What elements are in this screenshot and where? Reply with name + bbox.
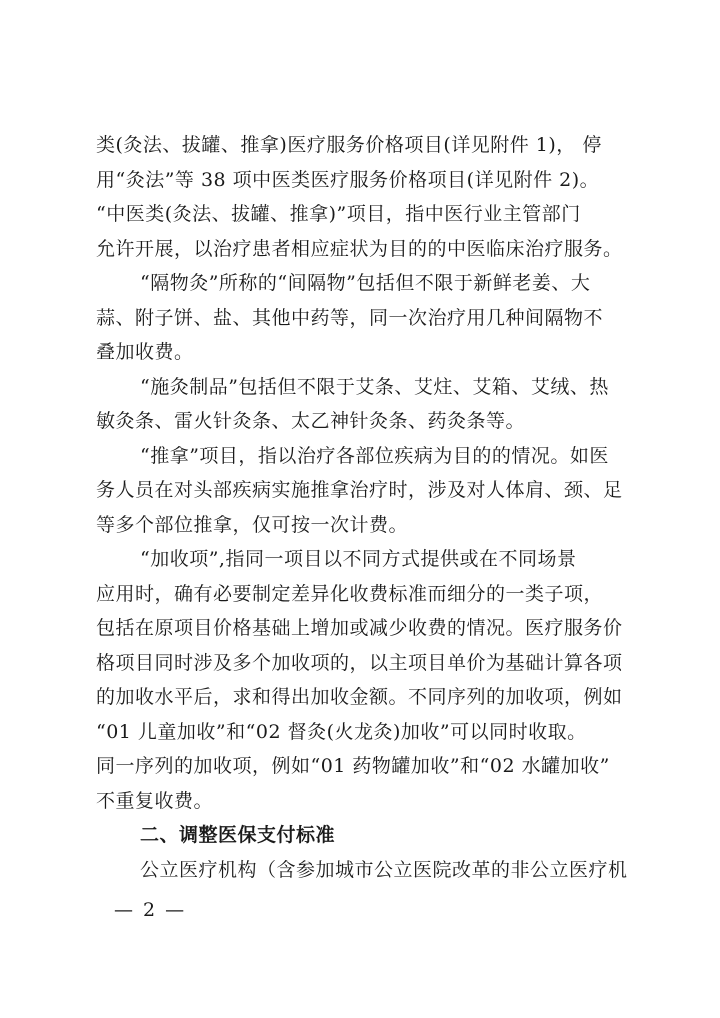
paragraph-line: “中医类(灸法、拔罐、推拿)”项目，指中医行业主管部门 bbox=[96, 203, 581, 225]
paragraph-line: 务人员在对头部疾病实施推拿治疗时，涉及对人体肩、颈、足 bbox=[96, 479, 623, 501]
paragraph-line: “01 儿童加收”和“02 督灸(火龙灸)加收”可以同时收取。 bbox=[96, 720, 587, 743]
section-heading: 二、调整医保支付标准 bbox=[140, 824, 336, 846]
paragraph-line: “加收项”,指同一项目以不同方式提供或在不同场景 bbox=[140, 548, 577, 570]
paragraph-line: 不重复收费。 bbox=[96, 789, 214, 812]
body-text bbox=[96, 128, 644, 887]
paragraph-line: “推拿”项目，指以治疗各部位疾病为目的的情况。如医 bbox=[140, 444, 609, 467]
paragraph-line: 同一序列的加收项，例如“01 药物罐加收”和“02 水罐加收” bbox=[96, 755, 610, 777]
paragraph-line: 应用时，确有必要制定差异化收费标准而细分的一类子项， bbox=[96, 582, 604, 605]
paragraph-line: 公立医疗机构（含参加城市公立医院改革的非公立医疗机 bbox=[140, 858, 628, 881]
page-number: — 2 — bbox=[114, 899, 187, 921]
paragraph-line: 等多个部位推拿，仅可按一次计费。 bbox=[96, 513, 409, 536]
paragraph-line: 叠加收费。 bbox=[96, 341, 194, 363]
paragraph-line: 格项目同时涉及多个加收项的，以主项目单价为基础计算各项 bbox=[96, 651, 623, 674]
paragraph-line: 的加收水平后，求和得出加收金额。不同序列的加收项，例如 bbox=[96, 686, 623, 708]
paragraph-line: “隔物灸”所称的“间隔物”包括但不限于新鲜老姜、大 bbox=[140, 272, 591, 294]
paragraph-line: 蒜、附子饼、盐、其他中药等，同一次治疗用几种间隔物不 bbox=[96, 306, 604, 329]
paragraph-line: 允许开展，以治疗患者相应症状为目的的中医临床治疗服务。 bbox=[96, 237, 623, 260]
paragraph-line: 包括在原项目价格基础上增加或减少收费的情况。医疗服务价 bbox=[96, 617, 623, 639]
paragraph-line: “施灸制品”包括但不限于艾条、艾炷、艾箱、艾绒、热 bbox=[140, 375, 609, 398]
paragraph-line: 敏灸条、雷火针灸条、太乙神针灸条、药灸条等。 bbox=[96, 410, 526, 432]
paragraph-line: 用“灸法”等 38 项中医类医疗服务价格项目(详见附件 2)。 bbox=[96, 168, 600, 191]
paragraph-line: 类(灸法、拔罐、推拿)医疗服务价格项目(详见附件 1)， 停 bbox=[96, 134, 602, 156]
